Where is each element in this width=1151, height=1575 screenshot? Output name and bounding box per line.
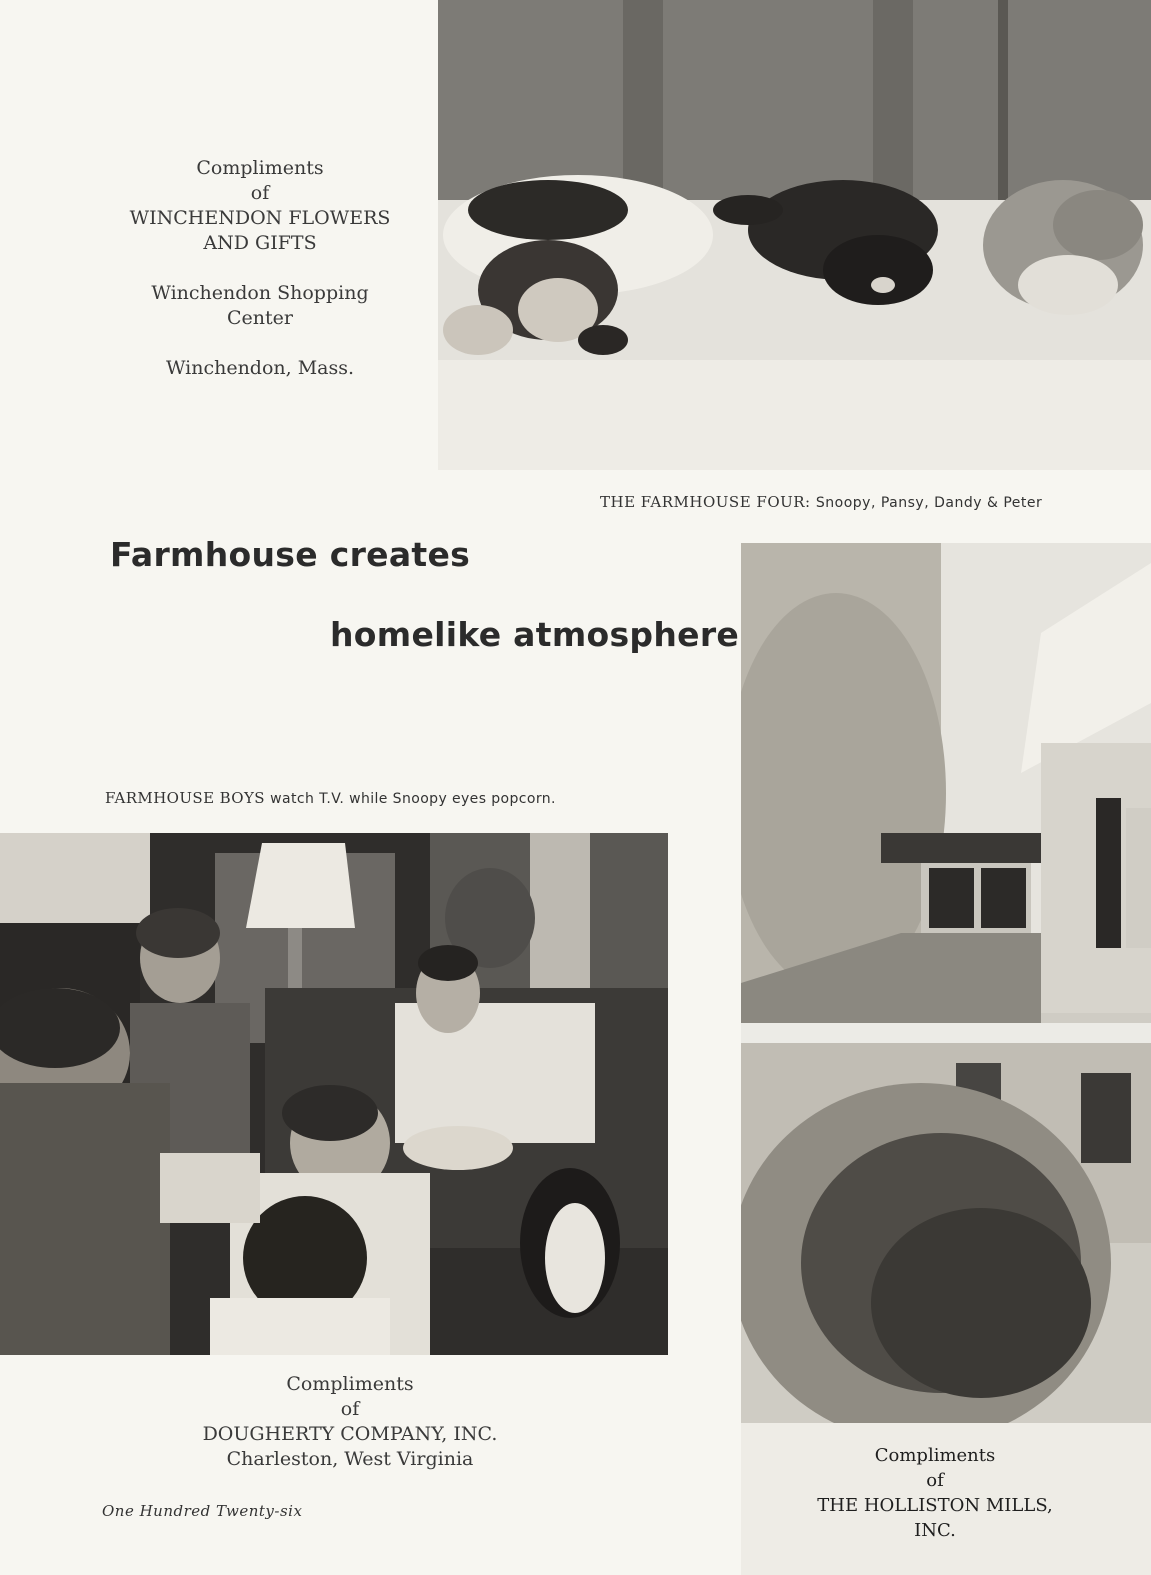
ad-line: Winchendon, Mass. <box>165 357 355 379</box>
ad-line: INC. <box>914 1520 956 1541</box>
ad-winchendon-flowers <box>100 156 420 381</box>
pets-caption <box>600 493 1042 511</box>
boys-caption-lead: FARMHOUSE BOYS <box>105 789 265 807</box>
ad-line: THE HOLLISTON MILLS, <box>817 1495 1053 1516</box>
ad-line: Compliments <box>874 1445 996 1466</box>
ad-line: Compliments <box>286 1373 414 1395</box>
ad-line: WINCHENDON FLOWERS <box>129 207 391 229</box>
ad-holliston-mills <box>780 1443 1090 1543</box>
ad-line: Winchendon Shopping <box>151 282 369 304</box>
pets-caption-lead: THE FARMHOUSE FOUR: <box>600 493 811 511</box>
boys-caption <box>105 789 556 807</box>
ad-line: Charleston, West Virginia <box>226 1448 474 1470</box>
page-number: One Hundred Twenty-six <box>102 1502 303 1520</box>
ad-dougherty-company <box>150 1372 550 1472</box>
ad-line: Compliments <box>196 157 324 179</box>
pets-caption-names: Snoopy, Pansy, Dandy & Peter <box>815 495 1043 511</box>
ad-line: AND GIFTS <box>203 232 317 254</box>
headline-line-2: homelike atmosphere <box>330 615 740 654</box>
ad-line: of <box>250 182 270 204</box>
headline-line-1: Farmhouse creates <box>110 535 471 574</box>
pets-photo <box>438 0 1151 470</box>
ad-line: Center <box>227 307 293 329</box>
boys-photo <box>0 833 668 1355</box>
boys-caption-rest: watch T.V. while Snoopy eyes popcorn. <box>270 791 556 807</box>
ad-line: DOUGHERTY COMPANY, INC. <box>202 1423 498 1445</box>
house-photo <box>741 543 1151 1575</box>
ad-line: of <box>340 1398 360 1420</box>
ad-line: of <box>926 1470 944 1491</box>
